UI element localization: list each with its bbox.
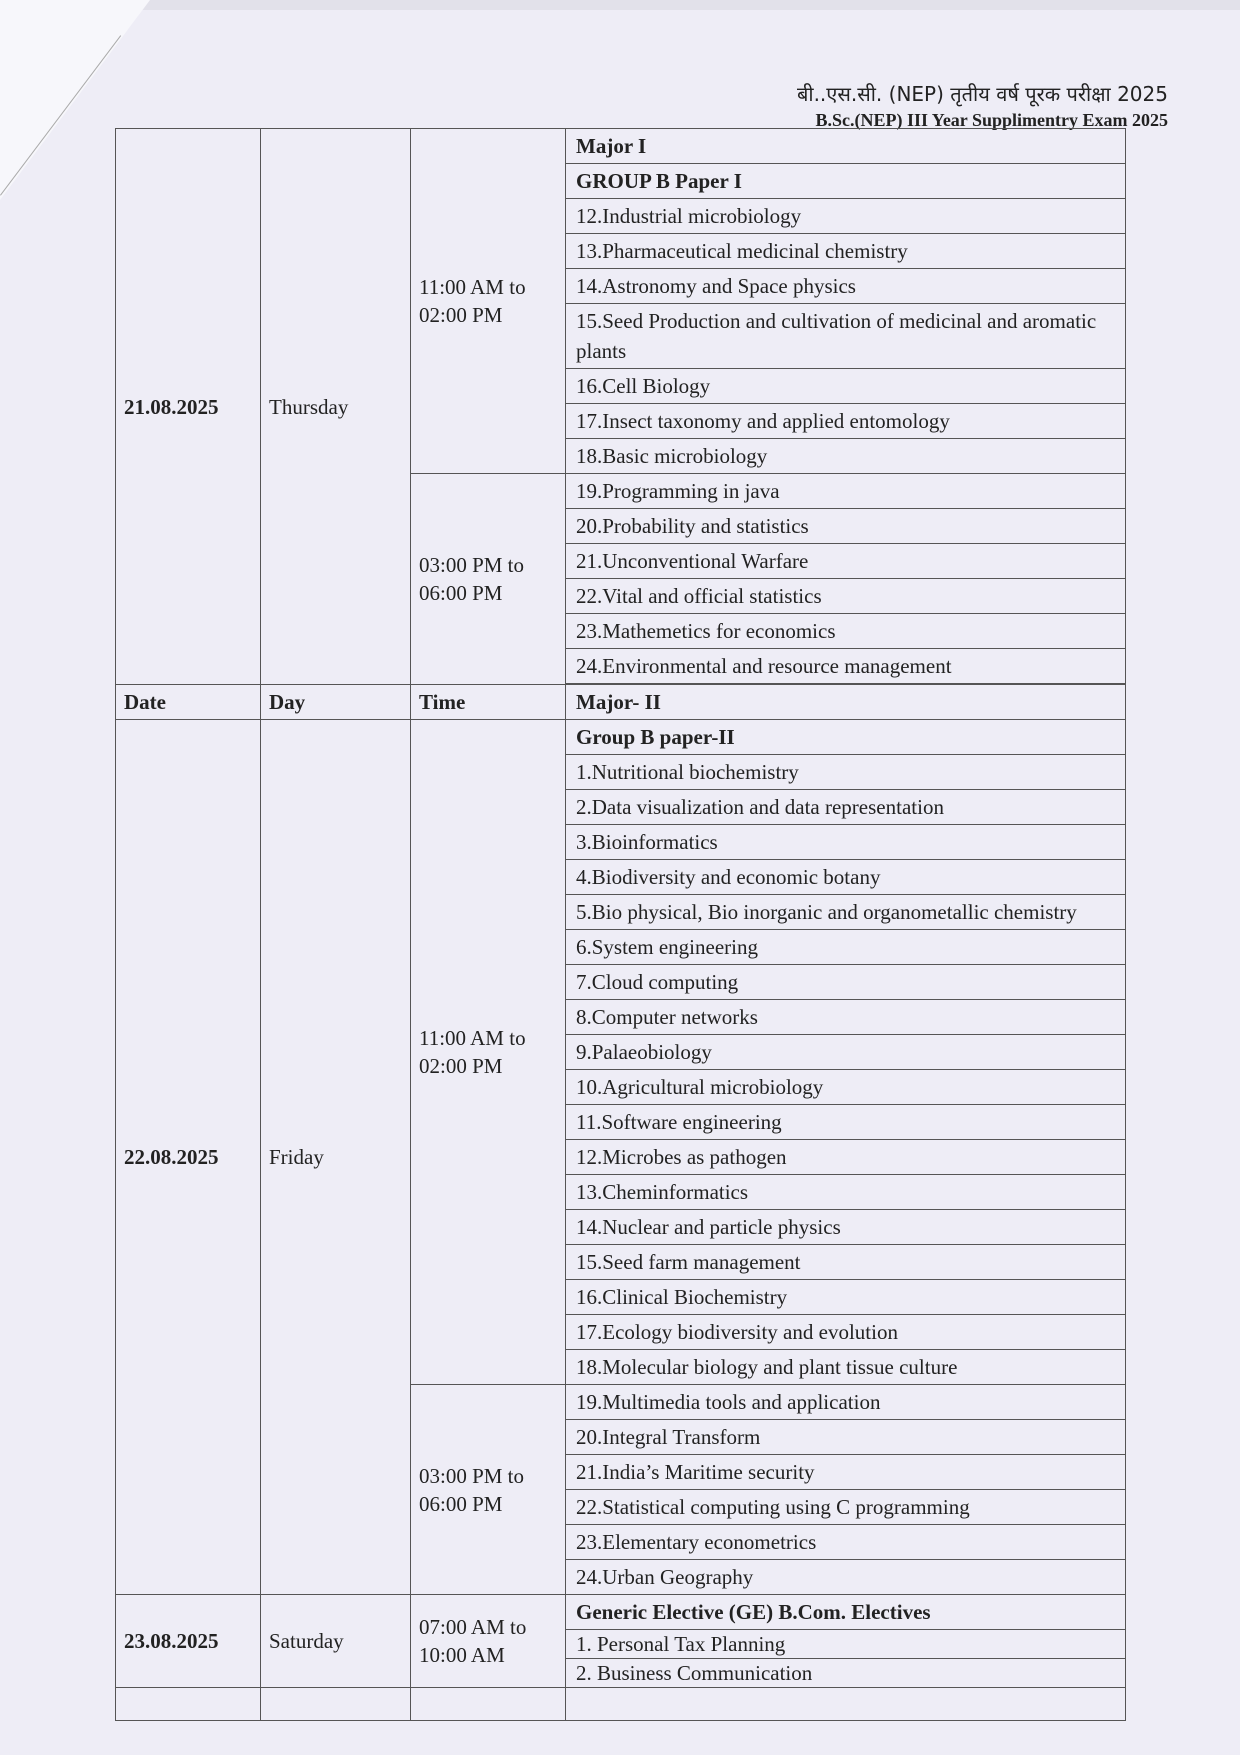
subject-cell: 12.Microbes as pathogen — [566, 1140, 1126, 1175]
subject-cell: 21.India’s Maritime security — [566, 1455, 1126, 1490]
table-row — [116, 129, 1126, 164]
column-header-day: Day — [261, 685, 411, 720]
blank-cell — [261, 1688, 411, 1721]
subject-cell: 16.Clinical Biochemistry — [566, 1280, 1126, 1315]
subject-cell: 19.Programming in java — [566, 474, 1126, 509]
major-heading: Major I — [566, 129, 1126, 164]
subject-cell: 13.Cheminformatics — [566, 1175, 1126, 1210]
day-cell: Friday — [261, 720, 411, 1595]
time-cell: 11:00 AM to 02:00 PM — [411, 129, 566, 474]
subject-cell: 23.Mathemetics for economics — [566, 614, 1126, 649]
subject-cell: 21.Unconventional Warfare — [566, 544, 1126, 579]
subject-cell: 19.Multimedia tools and application — [566, 1385, 1126, 1420]
subject-cell: 23.Elementary econometrics — [566, 1525, 1126, 1560]
subject-cell: 5.Bio physical, Bio inorganic and organometallic chemistry — [566, 895, 1126, 930]
date-cell: 22.08.2025 — [116, 720, 261, 1595]
subject-cell: 24.Environmental and resource management — [566, 649, 1126, 684]
subject-cell: 14.Astronomy and Space physics — [566, 269, 1126, 304]
subject-cell: 17.Insect taxonomy and applied entomology — [566, 404, 1126, 439]
subject-cell: 15.Seed Production and cultivation of medicinal and aromatic plants — [566, 304, 1126, 369]
group-heading: Group B paper-II — [566, 720, 1126, 755]
exam-title-hindi: बी..एस.सी. (NEP) तृतीय वर्ष पूरक परीक्षा 2025 — [796, 82, 1168, 106]
column-header-time: Time — [411, 685, 566, 720]
subject-cell: 20.Integral Transform — [566, 1420, 1126, 1455]
date-cell: 21.08.2025 — [116, 129, 261, 685]
exam-schedule-table — [115, 128, 1126, 1721]
subject-cell: 22.Vital and official statistics — [566, 579, 1126, 614]
subject-cell: 16.Cell Biology — [566, 369, 1126, 404]
subject-cell: 12.Industrial microbiology — [566, 199, 1126, 234]
time-cell: 11:00 AM to 02:00 PM — [411, 720, 566, 1385]
day-cell: Saturday — [261, 1595, 411, 1688]
subject-cell: 18.Molecular biology and plant tissue culture — [566, 1350, 1126, 1385]
subject-cell: 9.Palaeobiology — [566, 1035, 1126, 1070]
column-header-subject: Major- II — [566, 685, 1126, 720]
exam-title-english: B.Sc.(NEP) III Year Supplimentry Exam 2025 — [815, 110, 1168, 130]
time-cell: 07:00 AM to 10:00 AM — [411, 1595, 566, 1688]
column-header-row — [116, 685, 1126, 720]
blank-cell — [566, 1688, 1126, 1721]
page-top-shadow — [0, 0, 1240, 10]
subject-cell: 11.Software engineering — [566, 1105, 1126, 1140]
subject-cell: 2. Business Communication — [566, 1659, 1126, 1688]
subject-cell: 13.Pharmaceutical medicinal chemistry — [566, 234, 1126, 269]
date-cell: 23.08.2025 — [116, 1595, 261, 1688]
group-heading: Generic Elective (GE) B.Com. Electives — [566, 1595, 1126, 1630]
table-row — [116, 1595, 1126, 1630]
subject-cell: 3.Bioinformatics — [566, 825, 1126, 860]
subject-cell: 7.Cloud computing — [566, 965, 1126, 1000]
column-header-date: Date — [116, 685, 261, 720]
subject-cell: 14.Nuclear and particle physics — [566, 1210, 1126, 1245]
subject-cell: 2.Data visualization and data representation — [566, 790, 1126, 825]
subject-cell: 8.Computer networks — [566, 1000, 1126, 1035]
subject-cell: 20.Probability and statistics — [566, 509, 1126, 544]
subject-cell: 17.Ecology biodiversity and evolution — [566, 1315, 1126, 1350]
blank-row — [116, 1688, 1126, 1721]
blank-cell — [411, 1688, 566, 1721]
subject-cell: 24.Urban Geography — [566, 1560, 1126, 1595]
blank-cell — [116, 1688, 261, 1721]
time-cell: 03:00 PM to 06:00 PM — [411, 1385, 566, 1595]
subject-cell: 1. Personal Tax Planning — [566, 1630, 1126, 1659]
time-cell: 03:00 PM to 06:00 PM — [411, 474, 566, 685]
subject-cell: 18.Basic microbiology — [566, 439, 1126, 474]
table-row — [116, 720, 1126, 755]
day-cell: Thursday — [261, 129, 411, 685]
subject-cell: 6.System engineering — [566, 930, 1126, 965]
subject-cell: 1.Nutritional biochemistry — [566, 755, 1126, 790]
subject-cell: 4.Biodiversity and economic botany — [566, 860, 1126, 895]
subject-cell: 15.Seed farm management — [566, 1245, 1126, 1280]
group-heading: GROUP B Paper I — [566, 164, 1126, 199]
subject-cell: 22.Statistical computing using C programming — [566, 1490, 1126, 1525]
subject-cell: 10.Agricultural microbiology — [566, 1070, 1126, 1105]
